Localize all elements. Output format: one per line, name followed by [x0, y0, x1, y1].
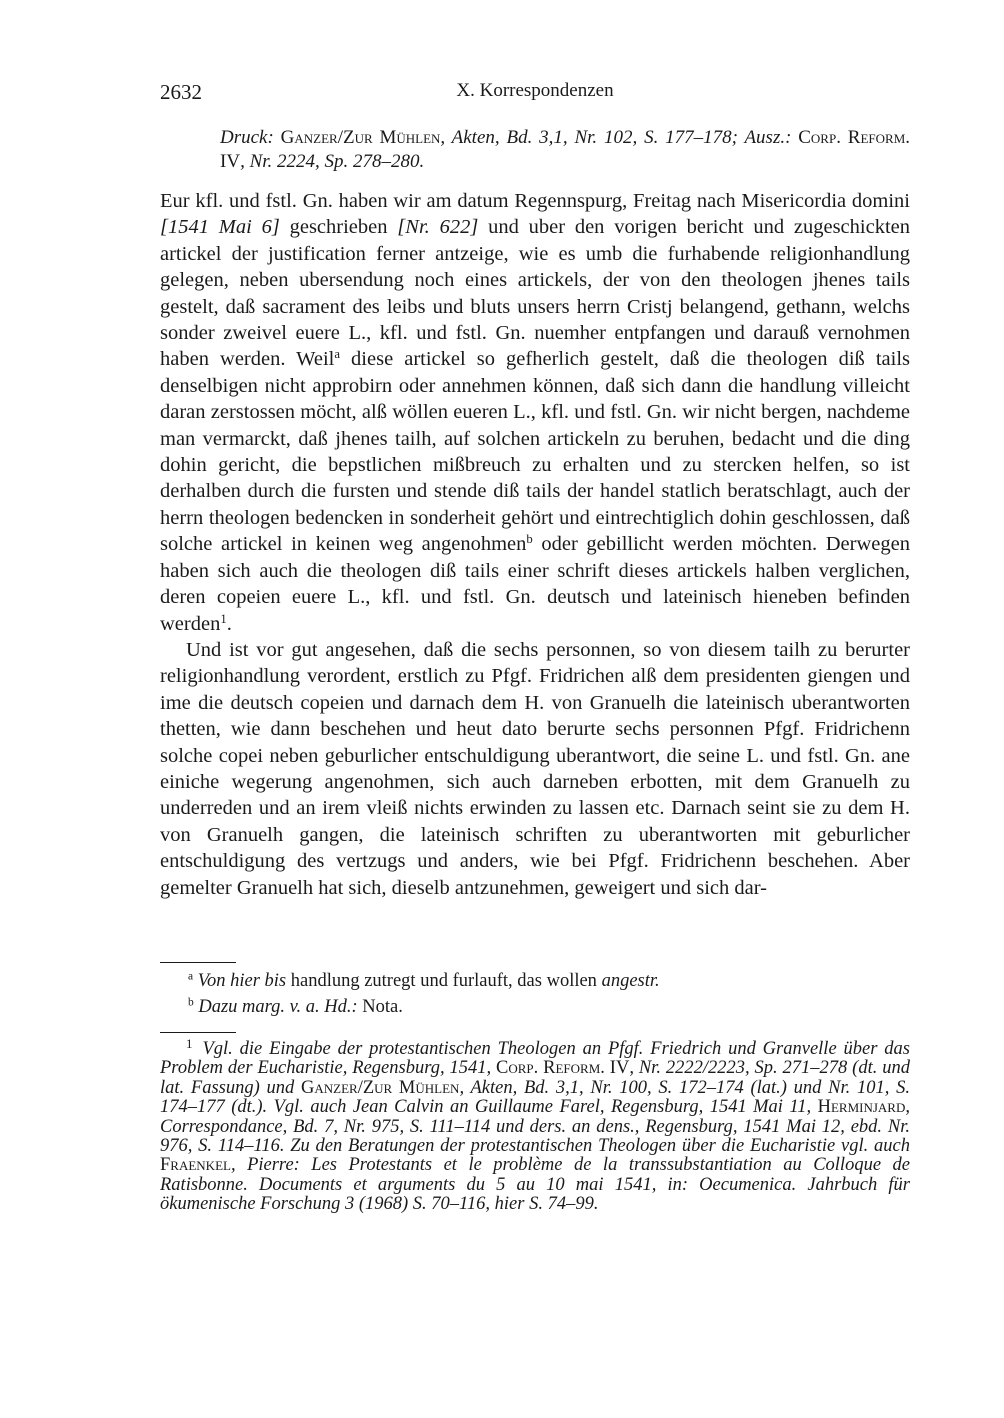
apparatus-label: a — [188, 970, 194, 983]
page-number: 2632 — [160, 80, 202, 104]
text-run: und uber den vorigen bericht und zugeschickten artickel der justification ferner antzeige, wie es umb die furhabende religionhandlung gelegen, neben ubersendung noch eines artickels, der von den theologen jhenes tails gestelt, daß sacrament des leibs und bluts unsers herrn Cristj belangend, gethann, welchs sonder zweivel euere L., kfl. und fstl. Gn. nuemher entpfangen und darauß vernohmen haben werden. Weil — [160, 216, 910, 371]
apparatus-italic: Dazu marg. v. a. Hd.: — [198, 997, 358, 1017]
druck-volume: IV — [220, 151, 241, 172]
footnote-mark-1: 1 — [220, 611, 227, 626]
letter-body — [160, 188, 910, 901]
footnote-author: Herminjard — [817, 1097, 906, 1118]
date-annotation: [1541 Mai 6] — [160, 216, 280, 239]
footnote-text: , Nr. 2222/2223, Sp. 271–278 (dt. und lat. Fassung) und — [160, 1058, 910, 1098]
footnote-text: , Pierre: Les Protestants et le problème de la transsubstantiation au Colloque de Ratisbonne. Documents et arguments du 5 au 10 mai 1541, in: Oecumenica. Jahrbuch für ökumenische Forschung 3 (1968) S. 70–116, hier S. 74–99. — [160, 1155, 910, 1215]
print-reference — [220, 126, 910, 174]
text-run: . — [226, 612, 232, 635]
text-run: Eur kfl. und fstl. Gn. haben wir am datum Regennspurg, Freitag nach Misericordia domini — [160, 190, 910, 212]
apparatus-entry-a — [160, 968, 910, 994]
footnote-text: , Akten, Bd. 3,1, Nr. 100, S. 172–174 (lat.) und Nr. 101, S. 174–177 (dt.). Vgl. auch Jean Calvin an Guillaume Farel, Regensburg, 1541 Mai 11, — [160, 1077, 911, 1118]
cross-reference: [Nr. 622] — [397, 216, 479, 239]
druck-label: Druck: — [220, 127, 274, 148]
text-run: diese artickel so gefherlich gestelt, daß die theologen diß tails denselbigen nicht approbirn oder annehmen können, daß sich dann die handlung villeicht daran zerstossen möcht, alß wöllen eueren L., kfl. und fstl. Gn. wir nicht bergen, nachdeme man vermarckt, daß jhenes tailh, auf solchen artickeln zu beruhen, bedacht und die ding dohin gericht, die bepstlichen mißbreuch zu erhalten und zu stercken helfen, so ist derhalben durch die fursten und stende diß tails der handel statlich beratschlagt, auch der herrn theologen bedencken in sonderheit gehört und eintrechtiglich dohin geschlossen, daß solche artickel in keinen weg angenohmen — [160, 348, 910, 556]
druck-ref-1: , Akten, Bd. 3,1, Nr. 102, S. 177–178; Ausz.: — [440, 127, 792, 148]
druck-ref-2: , Nr. 2224, Sp. 278–280. — [240, 151, 425, 172]
text-run: geschrieben — [279, 216, 398, 239]
apparatus-italic: Von hier bis — [197, 971, 287, 991]
druck-author-2: Corp. Reform. — [798, 127, 910, 148]
footnote-author: Ganzer/Zur Mühlen — [301, 1077, 460, 1098]
footnote-author: Fraenkel — [160, 1155, 231, 1176]
footnote-volume: IV — [604, 1058, 630, 1079]
apparatus-mark-b: b — [526, 532, 533, 547]
footnote-text: Vgl. die Eingabe der protestantischen Theologen an Pfgf. Friedrich und Granvelle über das Problem der Eucharistie, Regensburg, 1541, — [160, 1039, 910, 1079]
footnote-rule — [160, 1032, 236, 1033]
text-run: oder gebillicht werden möchten. Derwegen haben sich auch die theologen diß tails einer schrift dieses artickels halben verglichen, deren copeien euere L., kfl. und fstl. Gn. deutsch und lateinisch hieneben befinden werden — [160, 533, 910, 635]
apparatus-rule — [160, 962, 236, 963]
footnote-text: , Correspondance, Bd. 7, Nr. 975, S. 111–114 und ders. an dens., Regensburg, 1541 Mai 12, ebd. Nr. 976, S. 114–116. Zu den Beratungen der protestantischen Theologen über die Eucharistie vgl. auch — [160, 1097, 910, 1157]
text-apparatus — [160, 968, 910, 1020]
footnote-author: Corp. Reform. — [496, 1058, 605, 1079]
apparatus-entry-b — [160, 994, 910, 1020]
apparatus-text: Nota. — [357, 997, 403, 1017]
footnote-1 — [160, 1035, 911, 1215]
running-title: X. Korrespondenzen — [456, 80, 614, 101]
druck-author-1: Ganzer/Zur Mühlen — [280, 127, 441, 148]
apparatus-italic: angestr. — [601, 971, 660, 991]
page-header — [160, 80, 910, 110]
paragraph-1 — [160, 188, 910, 637]
paragraph-2: Und ist vor gut angesehen, daß die sechs personnen, so von diesem tailh zu berurter religionhandlung verordent, erstlich zu Pfgf. Fridrichen alß dem presidenten giengen und ime die deutsch copeien und darnach dem H. von Granuelh die lateinisch uberantworten thetten, wie dann beschehen und heut dato berurte sechs personnen Pfgf. Fridrichenn solche copei neben geburlicher entschuldigung uberantwort, die seine L. und fstl. Gn. ane einiche wegerung angenohmen, sich auch darneben erbotten, mit dem Granuelh zu underreden und an irem vleiß nichts erwinden zu lassen etc. Darnach seint sie zu dem H. von Granuelh gangen, die lateinisch schriften zu uberantworten mit geburlicher entschuldigung des vertzugs und anders, wie bei Pfgf. Fridrichenn beschehen. Aber gemelter Granuelh hat sich, dieselb antzunehmen, geweigert und sich dar- — [160, 638, 910, 899]
apparatus-mark-a: a — [334, 347, 340, 362]
apparatus-label: b — [188, 996, 194, 1009]
apparatus-text: handlung zutregt und furlauft, das wollen — [286, 971, 602, 991]
footnote-number: 1 — [186, 1035, 193, 1051]
